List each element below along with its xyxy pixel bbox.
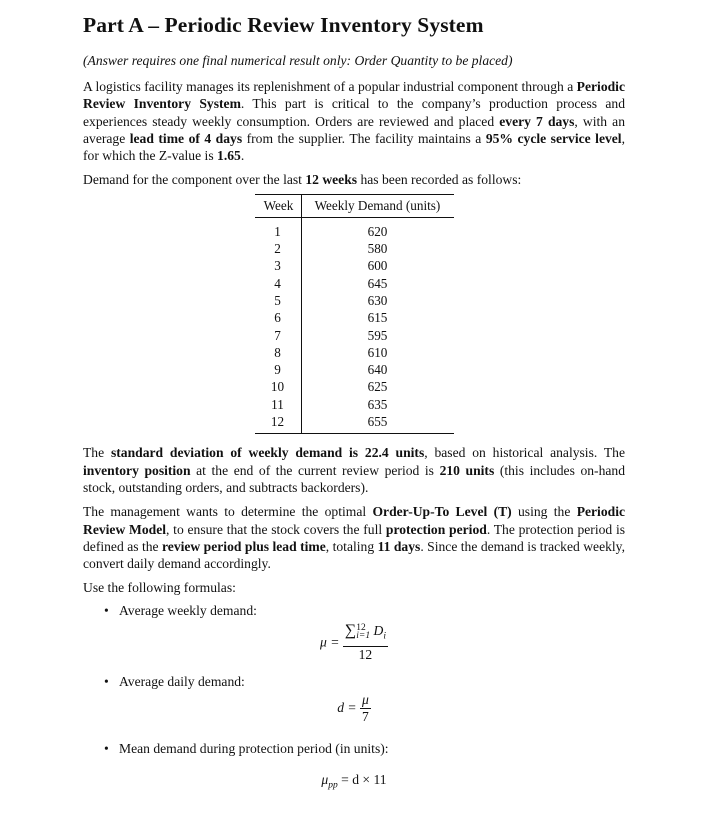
demand-cell: 645 [367, 275, 388, 291]
demand-table [255, 194, 454, 435]
bullet-label: Mean demand during protection period (in units): [119, 741, 389, 757]
table-row [255, 413, 454, 434]
table-row [255, 378, 454, 395]
text: The management wants to determine the optimal [83, 504, 373, 520]
text: . [240, 148, 245, 164]
text: , based on historical analysis. The [424, 445, 625, 461]
text: , to ensure that the stock covers the full [166, 521, 386, 537]
list-item [83, 602, 625, 619]
table-row [255, 275, 454, 292]
bold-text: review period plus lead time [162, 538, 326, 554]
demand-cell: 615 [367, 310, 388, 326]
formula-average-weekly-demand [83, 623, 625, 663]
week-cell: 6 [255, 309, 302, 326]
bold-text: every 7 days [499, 113, 575, 129]
bold-text: lead time of 4 days [129, 130, 243, 146]
text: . Since the demand is tracked weekly, convert daily demand accordingly. [83, 538, 625, 572]
table-row [255, 309, 454, 326]
text: . The protection period is defined as the [83, 521, 626, 554]
formula-list [83, 602, 625, 619]
column-header-week: Week [255, 194, 302, 217]
bullet-label: Average daily demand: [119, 674, 245, 690]
week-cell: 7 [255, 327, 302, 344]
bold-text: protection period [385, 521, 487, 537]
variable-d: D [373, 623, 384, 639]
fraction [343, 623, 388, 662]
bold-text: inventory position [83, 462, 191, 478]
week-cell: 3 [255, 257, 302, 274]
text: at the end of the current review period is [190, 462, 440, 478]
formula-rhs: = d × 11 [341, 771, 387, 787]
text: , with an average [83, 113, 625, 146]
demand-intro-paragraph [83, 171, 625, 188]
sum-symbol: ∑ [344, 622, 357, 640]
demand-cell: 600 [367, 258, 388, 274]
formula-lhs: μ = [320, 634, 340, 650]
week-cell: 12 [255, 413, 302, 434]
sum-lower-limit: i=1 [356, 630, 371, 641]
formula-list [83, 673, 625, 690]
table-row [255, 396, 454, 413]
bullet-label: Average weekly demand: [119, 602, 257, 618]
text: Demand for the component over the last [83, 172, 306, 188]
text: , totaling [325, 538, 378, 554]
fraction-numerator [343, 623, 388, 647]
fraction [360, 692, 371, 724]
demand-cell: 635 [367, 396, 388, 412]
demand-cell: 580 [367, 241, 388, 257]
bullet-icon: • [104, 741, 109, 757]
subscript: pp [328, 780, 338, 791]
week-cell: 2 [255, 240, 302, 257]
subscript: i [383, 631, 386, 642]
table-row [255, 327, 454, 344]
formula-protection-period-demand [83, 772, 625, 791]
formula-lhs-variable: μ [321, 771, 329, 787]
week-cell: 10 [255, 378, 302, 395]
week-cell: 4 [255, 275, 302, 292]
week-cell: 1 [255, 217, 302, 240]
table-row [255, 344, 454, 361]
fraction-numerator: μ [361, 692, 369, 708]
management-paragraph [83, 503, 625, 572]
fraction-denominator: 12 [358, 646, 373, 662]
demand-table-wrapper [83, 194, 625, 435]
bullet-icon: • [104, 674, 109, 690]
table-row [255, 257, 454, 274]
bullet-icon: • [104, 602, 109, 618]
text: . This part is critical to the company’s production process and experiences steady weekly consumption. Orders are reviewed and placed [83, 96, 626, 129]
fraction-denominator: 7 [361, 709, 369, 725]
week-cell: 5 [255, 292, 302, 309]
week-cell: 8 [255, 344, 302, 361]
intro-paragraph [83, 78, 625, 164]
table-row [255, 361, 454, 378]
bold-text: 210 units [439, 462, 495, 478]
subtitle: (Answer requires one final numerical result only: Order Quantity to be placed) [83, 53, 513, 68]
std-dev-paragraph [83, 444, 625, 496]
text: The [83, 445, 111, 461]
demand-cell: 610 [367, 344, 388, 360]
week-cell: 9 [255, 361, 302, 378]
text: from the supplier. The facility maintains a [242, 130, 486, 146]
sum-upper-limit: 12 [356, 622, 366, 633]
table-header-row [255, 194, 454, 217]
table-row [255, 240, 454, 257]
bold-text: 1.65 [217, 148, 241, 164]
bold-text: Periodic Review Inventory System [83, 79, 625, 112]
table-row [255, 292, 454, 309]
bold-text: 95% cycle service level [485, 130, 622, 146]
bold-text: Periodic Review Model [83, 504, 626, 537]
text: A logistics facility manages its replenishment of a popular industrial component through a [83, 79, 577, 94]
bold-text: Order-Up-To Level (T) [372, 504, 512, 520]
bold-text: 11 days [377, 538, 421, 554]
list-item [83, 740, 625, 757]
bold-text: 12 weeks [305, 172, 358, 188]
demand-cell: 595 [367, 327, 388, 343]
formula-lhs: d = [337, 700, 357, 716]
text: , for which the Z-value is [83, 130, 625, 164]
formulas-intro: Use the following formulas: [83, 580, 236, 596]
list-item [83, 673, 625, 690]
demand-cell: 630 [367, 292, 388, 308]
formula-average-daily-demand [83, 692, 625, 728]
column-header-demand: Weekly Demand (units) [301, 194, 454, 217]
demand-cell: 620 [367, 223, 388, 239]
bold-text: standard deviation of weekly demand is 22.4 units [110, 445, 425, 461]
formula-list [83, 740, 625, 757]
demand-cell: 640 [367, 362, 388, 378]
text: has been recorded as follows: [357, 172, 522, 188]
demand-cell: 625 [367, 379, 388, 395]
text: (this includes on-hand stock, outstanding orders, and subtracts backorders). [83, 462, 625, 495]
table-row [255, 217, 454, 240]
week-cell: 11 [255, 396, 302, 413]
text: using the [511, 504, 577, 520]
page-title: Part A – Periodic Review Inventory System [83, 13, 484, 37]
demand-cell: 655 [301, 413, 454, 434]
